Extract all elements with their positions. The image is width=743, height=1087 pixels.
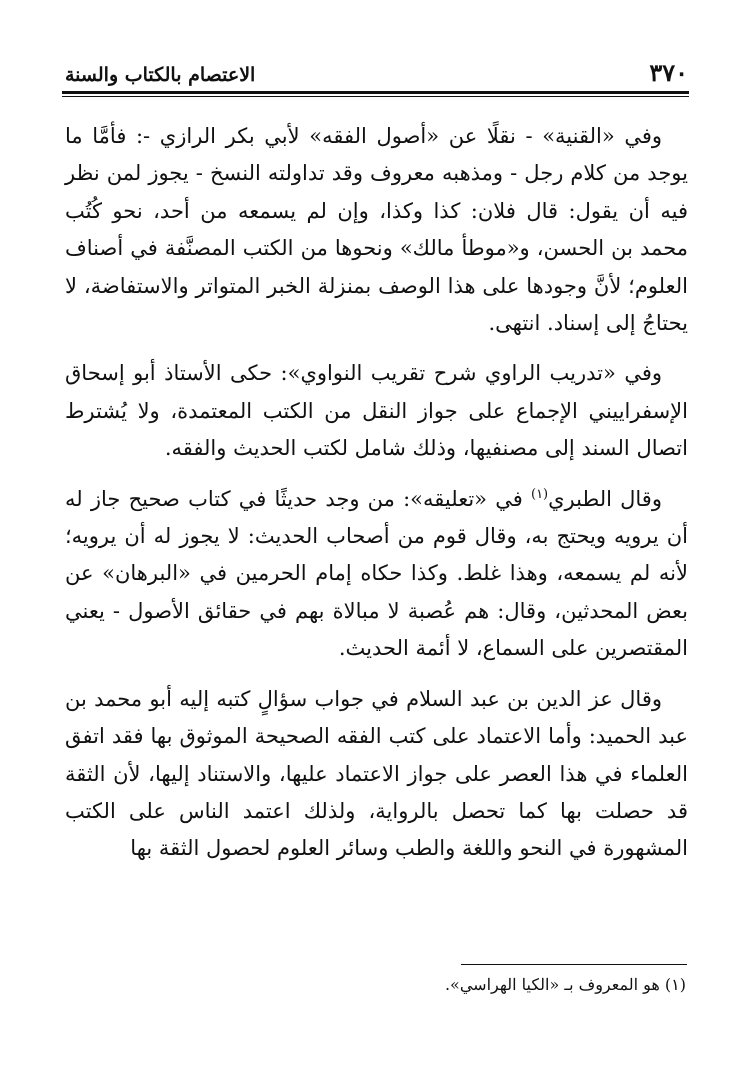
- footnote-separator: [461, 964, 687, 965]
- paragraph-izz: وقال عز الدين بن عبد السلام في جواب سؤالٍ كتبه إليه أبو محمد بن عبد الحميد: وأما الاعتماد على كتب الفقه الصحيحة الموثوق بها فقد اتفق العلماء في هذا العصر على جواز الاعتماد عليها، والاستناد إليها، لأن الثقة قد حصلت بها كما تحصل بالرواية، ولذلك اعتمد الناس على الكتب المشهورة في النحو واللغة والطب وسائر العلوم لحصول الثقة بها: [65, 686, 688, 861]
- paragraph-tabari: [65, 481, 688, 668]
- page-header: [65, 58, 688, 92]
- running-title: الاعتصام بالكتاب والسنة: [65, 64, 256, 86]
- header-rule-thick: [62, 91, 689, 94]
- header-rule-thin: [62, 96, 689, 97]
- paragraph-qunya: وفي «القنية» - نقلًا عن «أصول الفقه» لأبي بكر الرازي -: فأمَّا ما يوجد من كلام رجل - ومذهبه معروف وقد تداولته النسخ - يجوز لمن نظر فيه أن يقول: قال فلان: كذا وكذا، وإن لم يسمعه من أحد، نحو كُتُب محمد بن الحسن، و«موطأ مالك» ونحوها من الكتب المصنَّفة في أصناف العلوم؛ لأنَّ وجودها على هذا الوصف بمنزلة الخبر المتواتر والاستفاضة، لا يحتاجُ إلى إسناد. انتهى.: [65, 124, 688, 336]
- footnote-marker[interactable]: (١): [530, 486, 549, 502]
- page-number: ٣٧٠: [649, 58, 688, 87]
- footnote: (١) هو المعروف بـ «الكيا الهراسي».: [444, 975, 686, 994]
- paragraph-tabari-start: وقال الطبري: [548, 486, 662, 511]
- paragraph-tabari-rest: في «تعليقه»: من وجد حديثًا في كتاب صحيح جاز له أن يرويه ويحتج به، وقال قوم من أصحاب الحديث: لا يجوز له أن يرويه؛ لأنه لم يسمعه، وهذا غلط. وكذا حكاه إمام الحرمين في «البرهان» عن بعض المحدثين، وقال: هم عُصبة لا مبالاة بهم في حقائق الأصول - يعني المقتصرين على السماع، لا أئمة الحديث.: [65, 486, 688, 661]
- body-text: [65, 118, 688, 881]
- paragraph-tadrib: وفي «تدريب الراوي شرح تقريب النواوي»: حكى الأستاذ أبو إسحاق الإسفراييني الإجماع على جواز النقل من الكتب المعتمدة، ولا يُشترط اتصال السند إلى مصنفيها، وذلك شامل لكتب الحديث والفقه.: [65, 361, 688, 461]
